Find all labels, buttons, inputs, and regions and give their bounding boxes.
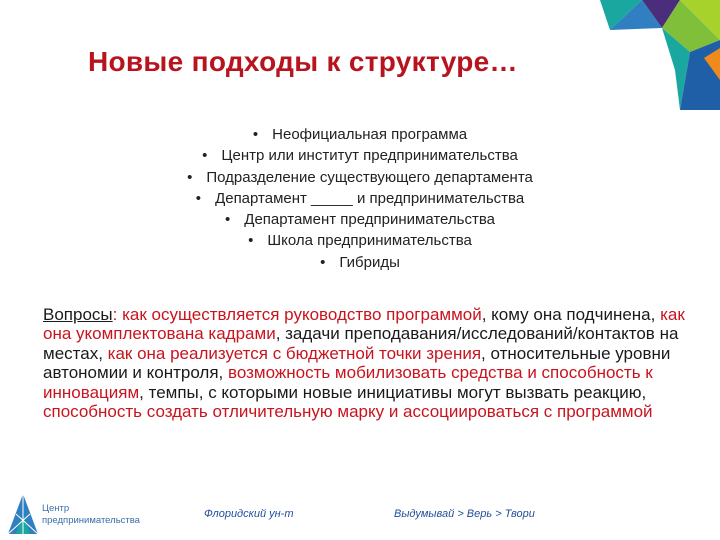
- paragraph-segment: возможность мобилизовать средства и способность к инновациям: [43, 363, 653, 402]
- bullet-text: Департамент _____ и предпринимательства: [215, 189, 525, 207]
- paragraph-segment: , относительные уровни автономии и контроля,: [43, 343, 671, 383]
- paragraph-segment: , задачи преподавания/исследований/контактов на местах,: [43, 324, 679, 363]
- questions-label: Вопросы: [43, 305, 113, 324]
- questions-paragraph: [43, 305, 693, 421]
- center-logo-icon: [6, 492, 40, 536]
- bullet-text: Неофициальная программа: [272, 126, 468, 143]
- bullet-text: Подразделение существующего департамента: [206, 168, 533, 186]
- bullet-item: [0, 124, 720, 145]
- bullet-text: Гибриды: [339, 253, 400, 271]
- bullet-dot-icon: •: [225, 211, 231, 229]
- footer-university: Флоридский ун-т: [204, 508, 294, 520]
- paragraph-segment: , темпы, с которыми новые инициативы могут вызвать реакцию,: [139, 382, 647, 402]
- corner-decoration: [580, 0, 720, 110]
- bullet-item: [0, 230, 720, 251]
- bullet-dot-icon: •: [252, 126, 259, 143]
- slide-title: Новые подходы к структуре…: [88, 46, 518, 77]
- bullet-dot-icon: •: [187, 168, 193, 186]
- paragraph-segment: как она укомплектована кадрами: [43, 305, 685, 344]
- bullet-dot-icon: •: [320, 253, 326, 271]
- bullet-item: [0, 209, 720, 230]
- bullet-list: [0, 124, 720, 273]
- logo-text: [42, 503, 140, 527]
- footer-slogan: Выдумывай > Верь > Твори: [394, 508, 535, 520]
- bullet-dot-icon: •: [195, 189, 202, 207]
- bullet-item: [0, 188, 720, 209]
- bullet-dot-icon: •: [202, 147, 208, 165]
- paragraph-segment: как она реализуется с бюджетной точки зрения: [107, 343, 482, 363]
- paragraph-segment: , кому она подчинена,: [481, 305, 661, 324]
- bullet-text: Департамент предпринимательства: [244, 211, 495, 229]
- bullet-item: [0, 167, 720, 188]
- bullet-item: [0, 145, 720, 166]
- paragraph-segment: способность создать отличительную марку и ассоциироваться с программой: [43, 402, 653, 422]
- bullet-text: Центр или институт предпринимательства: [221, 147, 518, 165]
- bullet-item: [0, 252, 720, 273]
- bullet-text: Школа предпринимательства: [267, 232, 472, 250]
- logo-line: Центр: [42, 503, 70, 514]
- paragraph-segment: : как осуществляется руководство программой: [112, 305, 482, 324]
- logo-line: предпринимательства: [42, 515, 140, 526]
- bullet-dot-icon: •: [248, 232, 254, 250]
